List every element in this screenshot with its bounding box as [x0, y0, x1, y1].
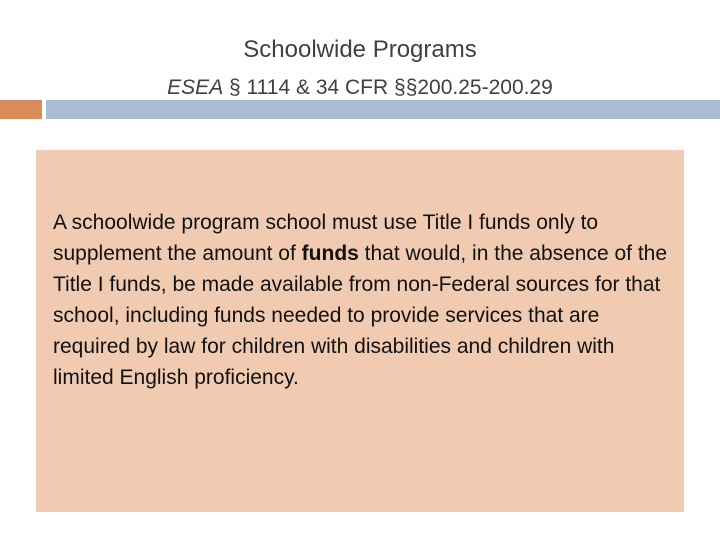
body-text-emphasis: funds — [301, 242, 359, 265]
body-text-start: A schoolwide program school must use Title I funds only to supplement the amount of — [53, 211, 599, 265]
body-paragraph — [53, 207, 678, 393]
slide-subtitle — [0, 73, 720, 103]
content-box — [36, 150, 684, 512]
slide-title: Schoolwide Programs — [243, 36, 477, 63]
subtitle-citation: § 1114 & 34 CFR §§200.25-200.29 — [223, 76, 553, 99]
body-text-end: that would, in the absence of the Title I funds, be made available from non-Federal sources for that school, including funds needed to provide services that are required by law for children with disabilities and children with limited English proficiency. — [53, 242, 668, 389]
accent-bar-orange — [0, 100, 42, 119]
accent-bar-blue — [46, 100, 720, 119]
subtitle-law-name: ESEA — [167, 76, 224, 99]
